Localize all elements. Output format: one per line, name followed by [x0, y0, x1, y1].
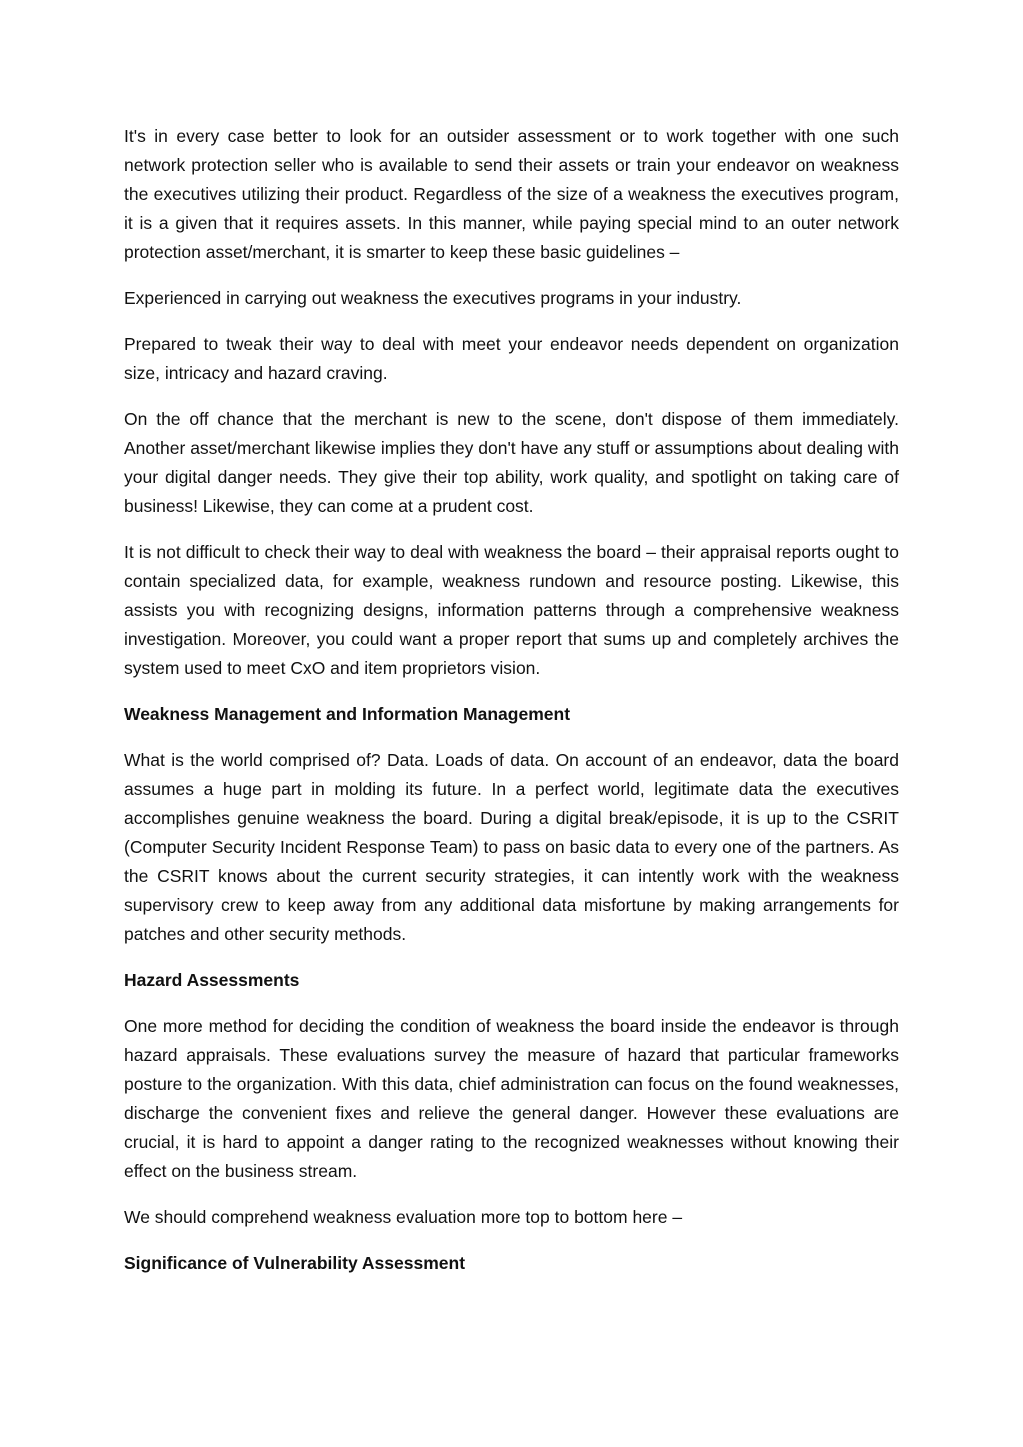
- paragraph-comprehend-evaluation: We should comprehend weakness evaluation more top to bottom here –: [124, 1207, 683, 1227]
- paragraph-prepared-to-tweak: Prepared to tweak their way to deal with meet your endeavor needs dependent on organization size, intricacy and hazard craving.: [124, 334, 899, 383]
- document-page: [124, 122, 899, 1295]
- paragraph-data-management: What is the world comprised of? Data. Loads of data. On account of an endeavor, data the board assumes a huge part in molding its future. In a perfect world, legitimate data the executives accomplishes genuine weakness the board. During a digital break/episode, it is up to the CSRIT (Computer Security Incident Response Team) to pass on basic data to every one of the partners. As the CSRIT knows about the current security strategies, it can intently work with the weakness supervisory crew to keep away from any additional data misfortune by making arrangements for patches and other security methods.: [124, 750, 899, 944]
- paragraph-hazard-appraisals: One more method for deciding the condition of weakness the board inside the endeavor is through hazard appraisals. These evaluations survey the measure of hazard that particular frameworks posture to the organization. With this data, chief administration can focus on the found weaknesses, discharge the convenient fixes and relieve the general danger. However these evaluations are crucial, it is hard to appoint a danger rating to the recognized weaknesses without knowing their effect on the business stream.: [124, 1016, 899, 1181]
- paragraph-appraisal-reports: It is not difficult to check their way to deal with weakness the board – their appraisal reports ought to contain specialized data, for example, weakness rundown and resource posting. Likewise, this assists you with recognizing designs, information patterns through a comprehensive weakness investigation. Moreover, you could want a proper report that sums up and completely archives the system used to meet CxO and item proprietors vision.: [124, 542, 899, 678]
- paragraph-new-merchant: On the off chance that the merchant is new to the scene, don't dispose of them immediately. Another asset/merchant likewise implies they don't have any stuff or assumptions about dealing with your digital danger needs. They give their top ability, work quality, and spotlight on taking care of business! Likewise, they can come at a prudent cost.: [124, 409, 899, 516]
- paragraph-experienced: Experienced in carrying out weakness the executives programs in your industry.: [124, 288, 742, 308]
- heading-hazard-assessments: Hazard Assessments: [124, 970, 300, 990]
- heading-significance-vulnerability-assessment: Significance of Vulnerability Assessment: [124, 1253, 466, 1273]
- paragraph-outsider-assessment: It's in every case better to look for an outsider assessment or to work together with one such network protection seller who is available to send their assets or train your endeavor on weakness the executives utilizing their product. Regardless of the size of a weakness the executives program, it is a given that it requires assets. In this manner, while paying special mind to an outer network protection asset/merchant, it is smarter to keep these basic guidelines –: [124, 126, 899, 262]
- heading-weakness-information-management: Weakness Management and Information Management: [124, 704, 571, 724]
